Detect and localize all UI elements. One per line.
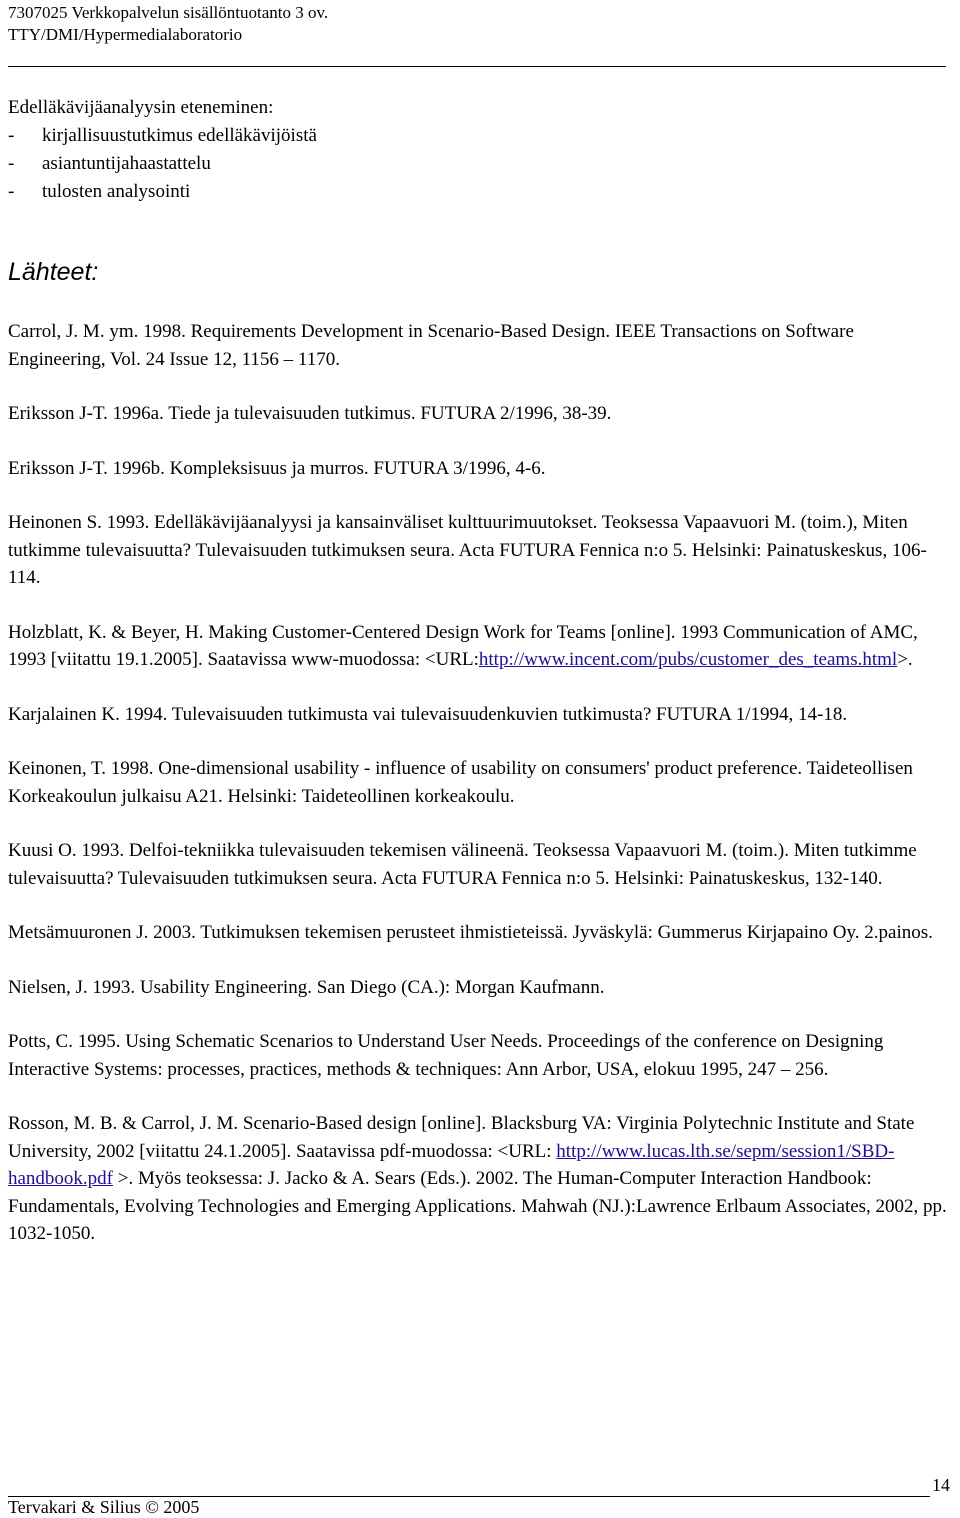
- intro-section: [8, 94, 948, 206]
- header-course-line: 7307025 Verkkopalvelun sisällöntuotanto 3 ov.: [8, 3, 329, 22]
- page-header: [8, 2, 948, 46]
- reference-item: Nielsen, J. 1993. Usability Engineering. San Diego (CA.): Morgan Kaufmann.: [8, 976, 605, 998]
- reference-link[interactable]: http://www.incent.com/pubs/customer_des_teams.html: [478, 649, 898, 670]
- list-item: - asiantuntijahaastattelu: [8, 153, 211, 174]
- reference-item: Kuusi O. 1993. Delfoi-tekniikka tulevaisuuden tekemisen välineenä. Teoksessa Vapaavuori M. (toim.). Miten tutkimme tulevaisuutta? Tulevaisuuden tutkimuksen seura. Acta FUTURA Fennica n:o 5. Helsinki: Painatuskeskus, 132-140.: [8, 840, 917, 889]
- intro-title: Edelläkävijäanalyysin eteneminen:: [8, 97, 274, 118]
- page-number: 14: [932, 1475, 950, 1495]
- reference-item: Eriksson J-T. 1996b. Kompleksisuus ja murros. FUTURA 3/1996, 4-6.: [8, 457, 546, 479]
- reference-item: Potts, C. 1995. Using Schematic Scenarios to Understand User Needs. Proceedings of the conference on Designing Interactive Systems: processes, practices, methods & techniques: Ann Arbor, USA, elokuu 1995, 247 – 256.: [8, 1031, 884, 1080]
- list-item: - kirjallisuustutkimus edelläkävijöistä: [8, 125, 317, 146]
- reference-item: Eriksson J-T. 1996a. Tiede ja tulevaisuuden tutkimus. FUTURA 2/1996, 38-39.: [8, 403, 612, 424]
- reference-item: Carrol, J. M. ym. 1998. Requirements Development in Scenario-Based Design. IEEE Transactions on Software Engineering, Vol. 24 Issue 12, 1156 – 1170.: [8, 321, 854, 370]
- reference-item: Keinonen, T. 1998. One-dimensional usability - influence of usability on consumers' product preference. Taideteollisen Korkeakoulun julkaisu A21. Helsinki: Taideteollinen korkeakoulu.: [8, 758, 913, 807]
- reference-item: Metsämuuronen J. 2003. Tutkimuksen tekemisen perusteet ihmistieteissä. Jyväskylä: Gummerus Kirjapaino Oy. 2.painos.: [8, 922, 933, 943]
- sources-heading: Lähteet:: [8, 258, 99, 286]
- reference-list: [8, 318, 953, 1275]
- reference-item: Rosson, M. B. & Carrol, J. M. Scenario-Based design [online]. Blacksburg VA: Virginia Polytechnic Institute and State University, 2002 [viitattu 24.1.2005]. Saatavissa pdf-muodossa: <URL: http://www.lucas.lth.se/sepm/session1/SBD-handbook.pdf >. Myös teoksessa: J. Jacko & A. Sears (Eds.). 2002. The Human-Computer Interaction Handbook: Fundamentals, Evolving Technologies and Emerging Applications. Mahwah (NJ.):Lawrence Erlbaum Associates, 2002, pp. 1032-1050.: [8, 1113, 947, 1244]
- reference-item: Heinonen S. 1993. Edelläkävijäanalyysi ja kansainväliset kulttuurimuutokset. Teoksessa Vapaavuori M. (toim.), Miten tutkimme tulevaisuutta? Tulevaisuuden tutkimuksen seura. Acta FUTURA Fennica n:o 5. Helsinki: Painatuskeskus, 106-114.: [8, 512, 927, 588]
- reference-link[interactable]: http://www.lucas.lth.se/sepm/session1/SBD-handbook.pdf: [8, 1140, 895, 1189]
- header-divider: [8, 66, 946, 67]
- footer-copyright: Tervakari & Silius © 2005: [8, 1497, 200, 1517]
- reference-item: Karjalainen K. 1994. Tulevaisuuden tutkimusta vai tulevaisuudenkuvien tutkimusta? FUTURA 1/1994, 14-18.: [8, 703, 848, 725]
- header-department-line: TTY/DMI/Hypermedialaboratorio: [8, 25, 243, 44]
- list-item: - tulosten analysointi: [8, 181, 191, 202]
- reference-item: Holzblatt, K. & Beyer, H. Making Customer-Centered Design Work for Teams [online]. 1993 Communication of AMC, 1993 [viitattu 19.1.2005]. Saatavissa www-muodossa: <URL:http://www.incent.com/pubs/customer_des_teams.html>.: [8, 621, 918, 670]
